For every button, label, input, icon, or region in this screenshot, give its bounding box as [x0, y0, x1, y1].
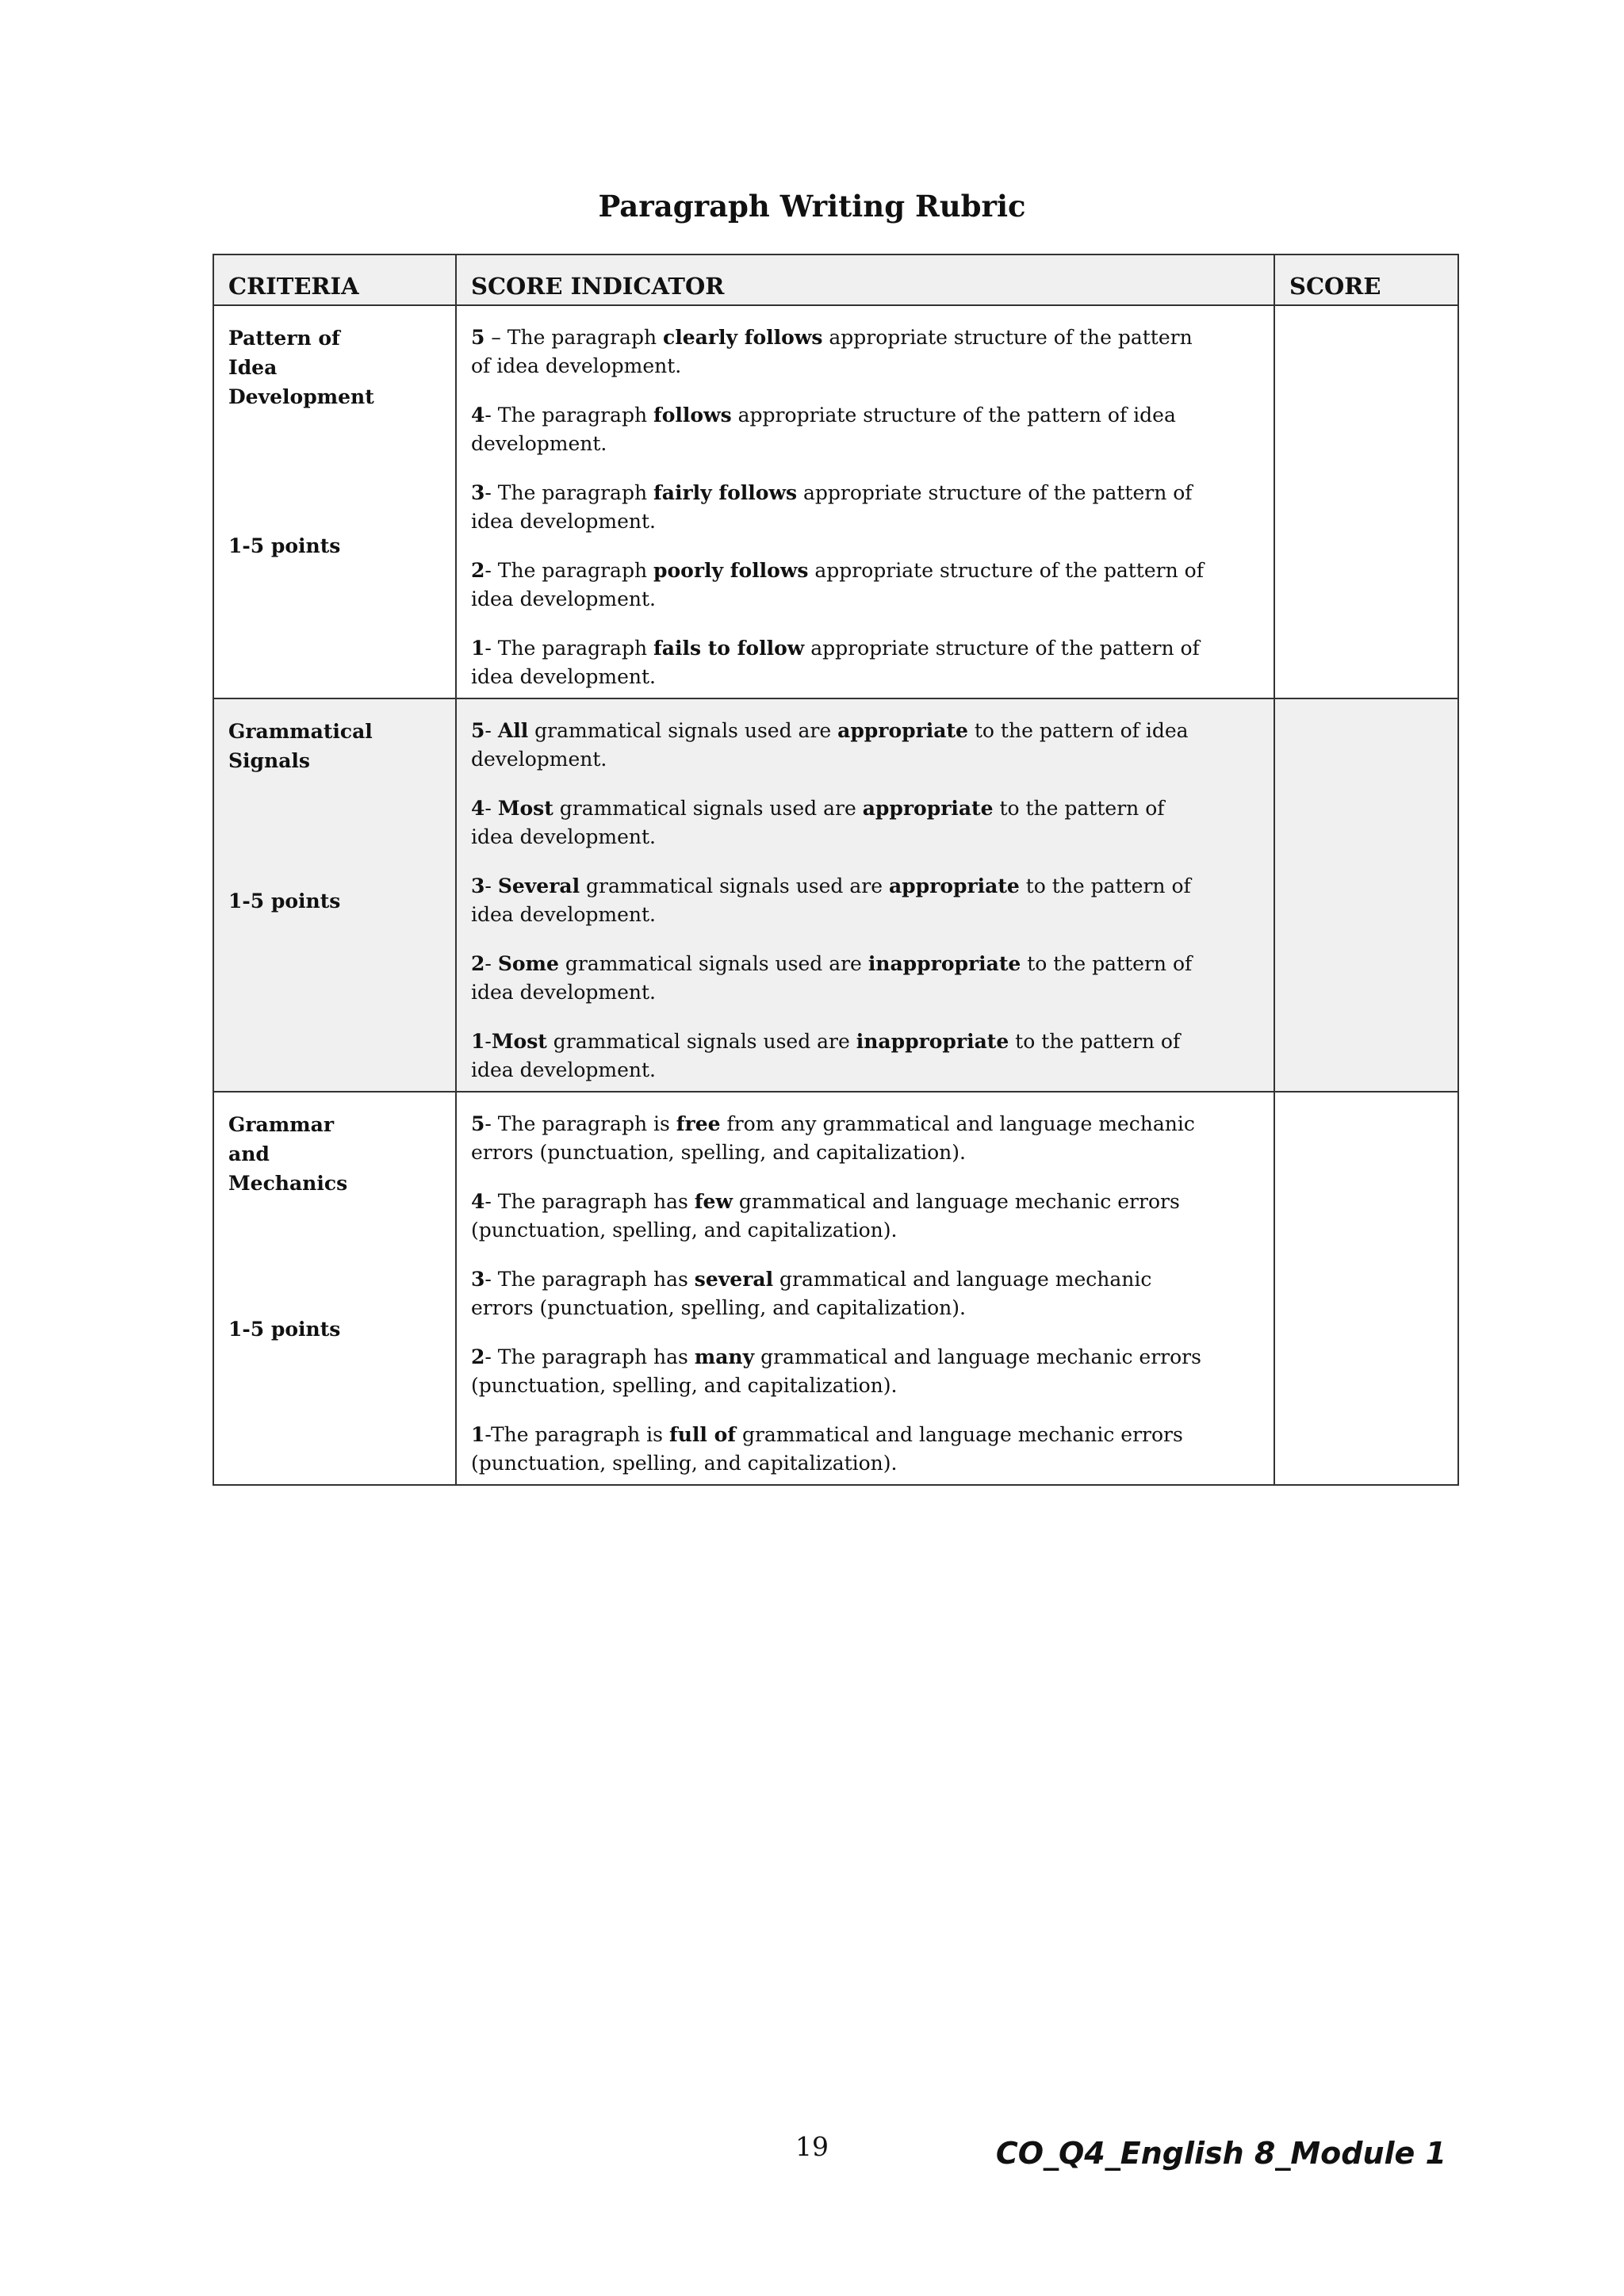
- indicator-emphasis: 1: [471, 637, 485, 660]
- indicator-text: - The paragraph: [485, 404, 653, 427]
- indicator-emphasis: poorly follows: [653, 559, 809, 582]
- indicator-text: - The paragraph is: [485, 1112, 676, 1135]
- indicator-text: grammatical and language mechanic errors (punctuation, spelling, and capitalization).: [471, 1190, 1180, 1242]
- indicator-emphasis: 2: [471, 952, 485, 975]
- indicator-text: -: [485, 952, 498, 975]
- indicator-item: [471, 872, 1208, 929]
- indicator-text: -: [485, 719, 498, 742]
- indicator-emphasis: free: [676, 1112, 721, 1135]
- score-cell[interactable]: [1274, 1092, 1458, 1485]
- indicator-item: [471, 557, 1208, 614]
- indicator-emphasis: Several: [497, 874, 580, 897]
- header-score-indicator: SCORE INDICATOR: [456, 254, 1274, 305]
- indicator-text: appropriate structure of the pattern of idea development.: [471, 637, 1200, 688]
- rubric-row-pattern-of-idea-development: [213, 305, 1458, 698]
- indicator-item: [471, 717, 1208, 774]
- indicator-text: grammatical signals used are: [553, 797, 863, 820]
- indicator-emphasis: 4: [471, 404, 485, 427]
- indicator-emphasis: 3: [471, 481, 485, 504]
- indicator-emphasis: appropriate: [862, 797, 994, 820]
- rubric-row-grammatical-signals: [213, 698, 1458, 1092]
- indicator-emphasis: fails to follow: [653, 637, 805, 660]
- criteria-name: Pattern of Idea Development: [228, 327, 374, 408]
- indicator-emphasis: 3: [471, 874, 485, 897]
- indicator-text: to the pattern of idea development.: [471, 874, 1191, 926]
- header-score: SCORE: [1274, 254, 1458, 305]
- indicator-emphasis: 4: [471, 1190, 485, 1213]
- header-criteria: CRITERIA: [213, 254, 456, 305]
- indicator-emphasis: few: [694, 1190, 733, 1213]
- module-code: CO_Q4_English 8_Module 1: [995, 2136, 1446, 2171]
- indicator-item: [471, 1343, 1208, 1400]
- indicator-text: appropriate structure of the pattern of idea development.: [471, 559, 1204, 610]
- indicator-item: [471, 634, 1208, 691]
- indicator-emphasis: follows: [653, 404, 732, 427]
- indicator-emphasis: fairly follows: [653, 481, 798, 504]
- indicator-item: [471, 1110, 1208, 1167]
- indicator-item: [471, 401, 1208, 458]
- indicator-text: -: [485, 1030, 492, 1053]
- indicator-text: grammatical and language mechanic errors (punctuation, spelling, and capitalization).: [471, 1268, 1152, 1319]
- criteria-name: Grammatical Signals: [228, 720, 373, 772]
- indicator-text: appropriate structure of the pattern of idea development.: [471, 404, 1176, 455]
- indicator-item: [471, 1027, 1208, 1085]
- indicator-emphasis: inappropriate: [856, 1030, 1009, 1053]
- criteria-points: 1-5 points: [228, 890, 341, 913]
- criteria-points: 1-5 points: [228, 534, 341, 557]
- indicator-item: [471, 479, 1208, 536]
- indicator-text: grammatical signals used are: [580, 874, 889, 897]
- indicator-text: grammatical signals used are: [558, 952, 868, 975]
- page-number: 19: [795, 2131, 829, 2162]
- criteria-cell: [213, 305, 456, 698]
- score-cell[interactable]: [1274, 698, 1458, 1092]
- indicator-item: [471, 1421, 1208, 1478]
- indicator-emphasis: Most: [491, 1030, 547, 1053]
- indicator-emphasis: 2: [471, 559, 485, 582]
- indicator-text: - The paragraph has: [485, 1345, 695, 1368]
- indicator-item: [471, 794, 1208, 851]
- indicator-item: [471, 323, 1208, 381]
- indicator-emphasis: 2: [471, 1345, 485, 1368]
- rubric-row-grammar-and-mechanics: [213, 1092, 1458, 1485]
- indicator-text: from any grammatical and language mechanic errors (punctuation, spelling, and capitalization).: [471, 1112, 1195, 1164]
- indicator-emphasis: clearly follows: [663, 326, 823, 349]
- indicator-text: grammatical signals used are: [546, 1030, 856, 1053]
- indicator-text: - The paragraph: [485, 481, 653, 504]
- indicator-emphasis: many: [694, 1345, 755, 1368]
- page-title: Paragraph Writing Rubric: [598, 189, 1026, 224]
- indicator-text: grammatical and language mechanic errors (punctuation, spelling, and capitalization).: [471, 1423, 1183, 1475]
- header-row: [213, 254, 1458, 305]
- indicator-emphasis: 1: [471, 1030, 485, 1053]
- indicator-emphasis: 4: [471, 797, 485, 820]
- indicator-cell: [456, 698, 1274, 1092]
- indicator-emphasis: several: [694, 1268, 774, 1291]
- indicator-cell: [456, 1092, 1274, 1485]
- criteria-cell: [213, 698, 456, 1092]
- indicator-emphasis: inappropriate: [868, 952, 1021, 975]
- indicator-text: -: [485, 797, 498, 820]
- indicator-text: – The paragraph: [485, 326, 663, 349]
- rubric-table: [213, 254, 1459, 1486]
- indicator-text: -The paragraph is: [485, 1423, 669, 1446]
- indicator-item: [471, 1265, 1208, 1322]
- indicator-emphasis: 1: [471, 1423, 485, 1446]
- indicator-emphasis: 5: [471, 326, 485, 349]
- indicator-text: grammatical and language mechanic errors (punctuation, spelling, and capitalization).: [471, 1345, 1201, 1397]
- indicator-text: - The paragraph has: [485, 1268, 695, 1291]
- criteria-name: Grammar and Mechanics: [228, 1113, 348, 1195]
- indicator-text: to the pattern of idea development.: [471, 952, 1193, 1004]
- indicator-emphasis: full of: [668, 1423, 736, 1446]
- indicator-cell: [456, 305, 1274, 698]
- indicator-emphasis: 3: [471, 1268, 485, 1291]
- indicator-item: [471, 1188, 1208, 1245]
- score-cell[interactable]: [1274, 305, 1458, 698]
- indicator-text: appropriate structure of the pattern of idea development.: [471, 326, 1193, 377]
- indicator-text: - The paragraph: [485, 559, 653, 582]
- indicator-text: to the pattern of idea development.: [471, 797, 1165, 848]
- indicator-emphasis: All: [497, 719, 529, 742]
- indicator-item: [471, 950, 1208, 1007]
- indicator-emphasis: 5: [471, 719, 485, 742]
- indicator-emphasis: appropriate: [888, 874, 1020, 897]
- indicator-text: - The paragraph has: [485, 1190, 695, 1213]
- indicator-text: to the pattern of idea development.: [471, 719, 1189, 771]
- indicator-emphasis: Some: [497, 952, 559, 975]
- indicator-text: -: [485, 874, 498, 897]
- indicator-text: - The paragraph: [485, 637, 653, 660]
- criteria-cell: [213, 1092, 456, 1485]
- indicator-emphasis: appropriate: [837, 719, 968, 742]
- indicator-text: grammatical signals used are: [528, 719, 838, 742]
- indicator-text: to the pattern of idea development.: [471, 1030, 1181, 1081]
- criteria-points: 1-5 points: [228, 1318, 341, 1341]
- indicator-emphasis: Most: [497, 797, 553, 820]
- indicator-emphasis: 5: [471, 1112, 485, 1135]
- indicator-text: appropriate structure of the pattern of idea development.: [471, 481, 1193, 533]
